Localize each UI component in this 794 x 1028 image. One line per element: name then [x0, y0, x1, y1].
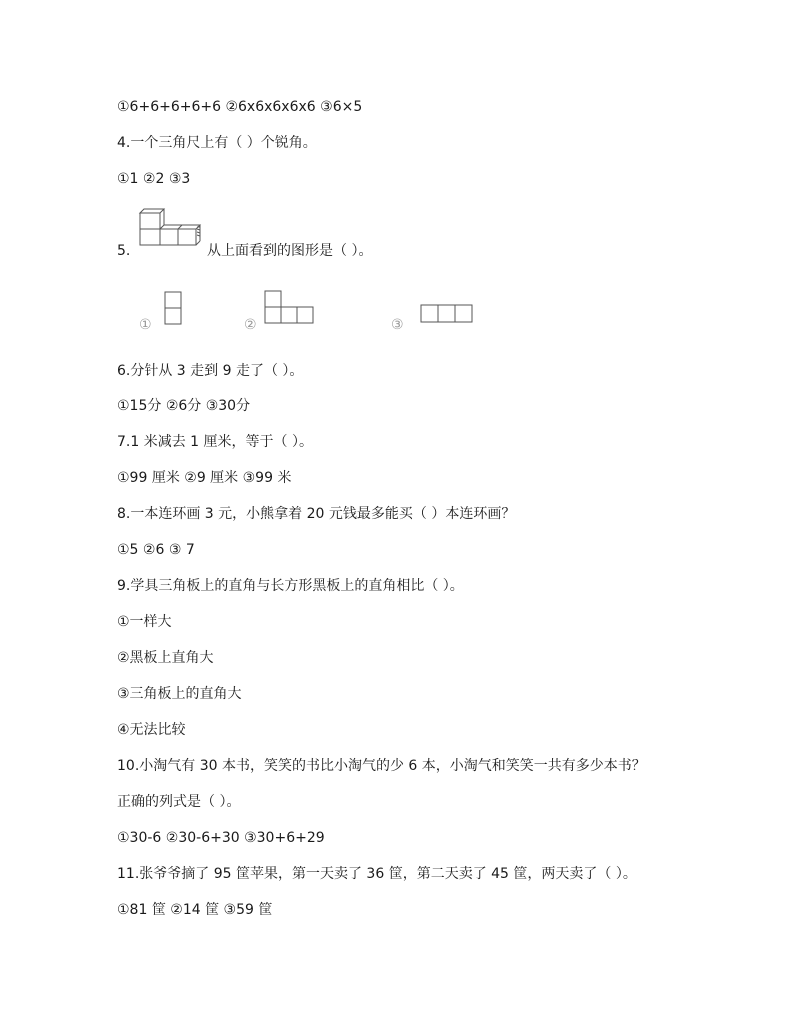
q5-option-2-label: ② — [244, 317, 257, 333]
q5-option-3-shape — [420, 304, 476, 326]
q10-prompt: 正确的列式是（ ）。 — [117, 794, 241, 810]
q5-option-1-label: ① — [139, 317, 152, 333]
q11-text: 11.张爷爷摘了 95 筐苹果，第一天卖了 36 筐，第二天卖了 45 筐，两天卖了（ ）。 — [117, 866, 637, 882]
q8-options: ①5 ②6 ③ 7 — [117, 542, 195, 558]
q9-option-4: ④无法比较 — [117, 722, 186, 738]
q3-options: ①6+6+6+6+6 ②6x6x6x6x6 ③6×5 — [117, 99, 363, 115]
q5-text: 从上面看到的图形是（ ）。 — [207, 243, 373, 259]
q5-option-2-shape — [264, 290, 316, 326]
q7-text: 7.1 米减去 1 厘米，等于（ ）。 — [117, 434, 313, 450]
q5-option-1-shape — [164, 291, 184, 327]
q4-text: 4.一个三角尺上有（ ）个锐角。 — [117, 135, 317, 151]
q9-option-2: ②黑板上直角大 — [117, 650, 214, 666]
q8-text: 8.一本连环画 3 元，小熊拿着 20 元钱最多能买（ ）本连环画？ — [117, 506, 516, 522]
q5-number: 5. — [117, 243, 131, 259]
q9-option-1: ①一样大 — [117, 614, 172, 630]
q10-text: 10.小淘气有 30 本书，笑笑的书比小淘气的少 6 本，小淘气和笑笑一共有多少本书？ — [117, 758, 646, 774]
q10-options: ①30-6 ②30-6+30 ③30+6+29 — [117, 830, 325, 846]
q6-text: 6.分针从 3 走到 9 走了（ ）。 — [117, 363, 304, 379]
q6-options: ①15分 ②6分 ③30分 — [117, 398, 251, 414]
q5-option-3-label: ③ — [391, 317, 404, 333]
q5-cube-figure — [138, 205, 206, 247]
q9-text: 9.学具三角板上的直角与长方形黑板上的直角相比（ ）。 — [117, 578, 464, 594]
q9-option-3: ③三角板上的直角大 — [117, 686, 242, 702]
q7-options: ①99 厘米 ②9 厘米 ③99 米 — [117, 470, 292, 486]
q4-options: ①1 ②2 ③3 — [117, 171, 191, 187]
q11-options: ①81 筐 ②14 筐 ③59 筐 — [117, 902, 273, 918]
